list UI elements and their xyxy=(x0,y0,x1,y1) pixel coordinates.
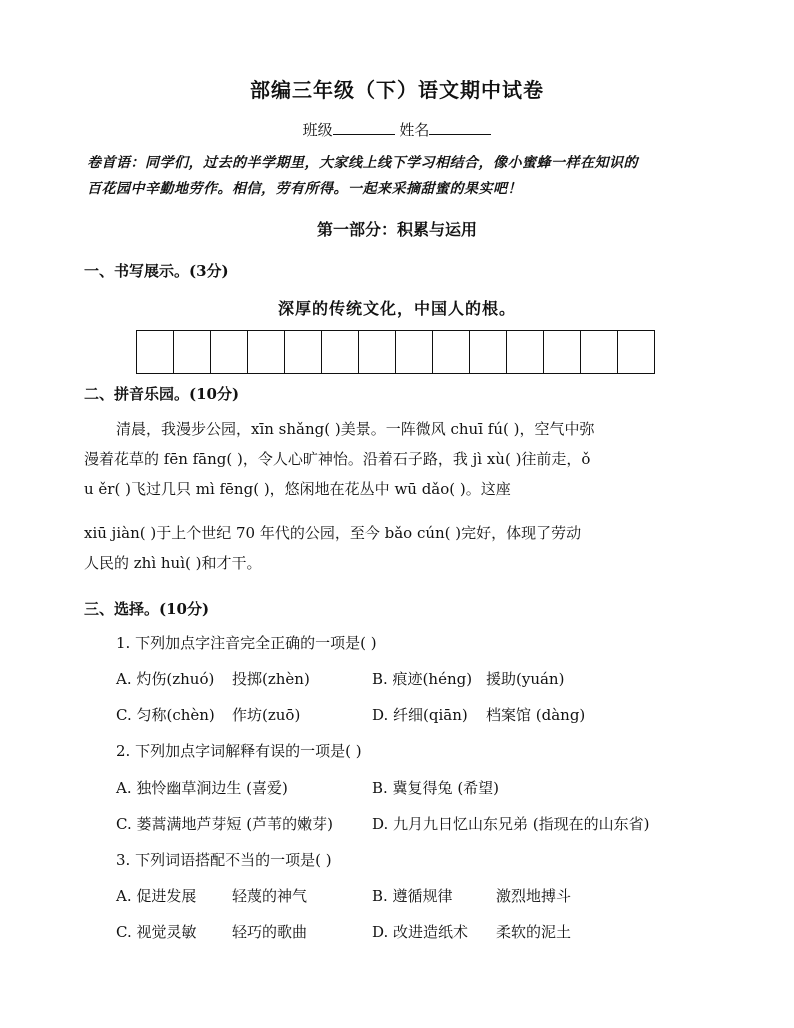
option-a-word2: 投掷(zhèn) xyxy=(232,670,310,688)
option-b-word2: 援助(yuán) xyxy=(486,670,565,688)
student-info-line xyxy=(0,119,794,140)
writing-cell[interactable] xyxy=(470,331,507,373)
writing-cell[interactable] xyxy=(285,331,322,373)
question-stem: 2. 下列加点字词解释有误的一项是( ) xyxy=(116,742,362,760)
pinyin-paragraph-line: xiū jiàn( )于上个世纪 70 年代的公园，至今 bǎo cún( )完好，体现了劳动 xyxy=(84,524,582,542)
option-d[interactable]: D. 九月九日忆山东兄弟 (指现在的山东省) xyxy=(372,815,650,833)
exam-title: 部编三年级（下）语文期中试卷 xyxy=(250,78,544,102)
option-a[interactable]: A. 灼伤(zhuó) xyxy=(116,670,215,688)
writing-cell[interactable] xyxy=(618,331,654,373)
section1-heading: 一、书写展示。(3分) xyxy=(84,262,229,280)
option-b[interactable]: B. 痕迹(héng) xyxy=(372,670,473,688)
writing-cell[interactable] xyxy=(137,331,174,373)
writing-cell[interactable] xyxy=(581,331,618,373)
writing-cell[interactable] xyxy=(396,331,433,373)
name-label: 姓名 xyxy=(399,121,430,139)
writing-cell[interactable] xyxy=(507,331,544,373)
pinyin-paragraph-line: 人民的 zhì huì( )和才干。 xyxy=(84,554,262,572)
preface-line-1: 卷首语：同学们，过去的半学期里，大家线上线下学习相结合，像小蜜蜂一样在知识的 xyxy=(87,155,638,171)
pinyin-paragraph-line: 漫着花草的 fēn fāng( )，令人心旷神怡。沿着石子路，我 jì xù( )往前走，ǒ xyxy=(84,450,591,468)
part1-title: 第一部分：积累与运用 xyxy=(316,220,477,239)
question-stem: 1. 下列加点字注音完全正确的一项是( ) xyxy=(116,634,377,652)
writing-cell[interactable] xyxy=(211,331,248,373)
class-blank[interactable] xyxy=(333,119,395,135)
writing-cell[interactable] xyxy=(248,331,285,373)
option-a-word2: 轻蔑的神气 xyxy=(232,887,308,905)
section2-heading: 二、拼音乐园。(10分) xyxy=(84,385,240,403)
option-a[interactable]: A. 促进发展 xyxy=(116,887,197,905)
writing-cell[interactable] xyxy=(322,331,359,373)
writing-cell[interactable] xyxy=(433,331,470,373)
name-blank[interactable] xyxy=(429,119,491,135)
option-d-word2: 档案馆 (dàng) xyxy=(486,706,586,724)
writing-cell[interactable] xyxy=(174,331,211,373)
section3-heading: 三、选择。(10分) xyxy=(84,600,210,618)
question-stem: 3. 下列词语搭配不当的一项是( ) xyxy=(116,851,332,869)
option-a[interactable]: A. 独怜幽草涧边生 (喜爱) xyxy=(116,779,288,797)
option-d-word2: 柔软的泥土 xyxy=(496,923,572,941)
option-c-word2: 作坊(zuō) xyxy=(232,706,301,724)
pinyin-paragraph-line: 清晨，我漫步公园，xīn shǎng( )美景。一阵微风 chuī fú( )，空气中弥 xyxy=(116,420,595,438)
option-d[interactable]: D. 改进造纸术 xyxy=(372,923,469,941)
option-c[interactable]: C. 蒌蒿满地芦芽短 (芦苇的嫩芽) xyxy=(116,815,333,833)
option-b-word2: 激烈地搏斗 xyxy=(496,887,572,905)
option-c[interactable]: C. 视觉灵敏 xyxy=(116,923,197,941)
option-c[interactable]: C. 匀称(chèn) xyxy=(116,706,215,724)
preface-line-2: 百花园中辛勤地劳作。相信，劳有所得。一起来采摘甜蜜的果实吧！ xyxy=(87,181,522,197)
writing-cell[interactable] xyxy=(544,331,581,373)
writing-grid xyxy=(136,330,655,374)
copy-sentence: 深厚的传统文化，中国人的根。 xyxy=(277,299,516,318)
option-d[interactable]: D. 纤细(qiān) xyxy=(372,706,468,724)
writing-cell[interactable] xyxy=(359,331,396,373)
option-b[interactable]: B. 冀复得兔 (希望) xyxy=(372,779,500,797)
option-c-word2: 轻巧的歌曲 xyxy=(232,923,308,941)
option-b[interactable]: B. 遵循规律 xyxy=(372,887,453,905)
class-label: 班级 xyxy=(302,121,333,139)
pinyin-paragraph-line: u ěr( )飞过几只 mì fēng( )，悠闲地在花丛中 wū dǎo( )。这座 xyxy=(84,480,511,498)
